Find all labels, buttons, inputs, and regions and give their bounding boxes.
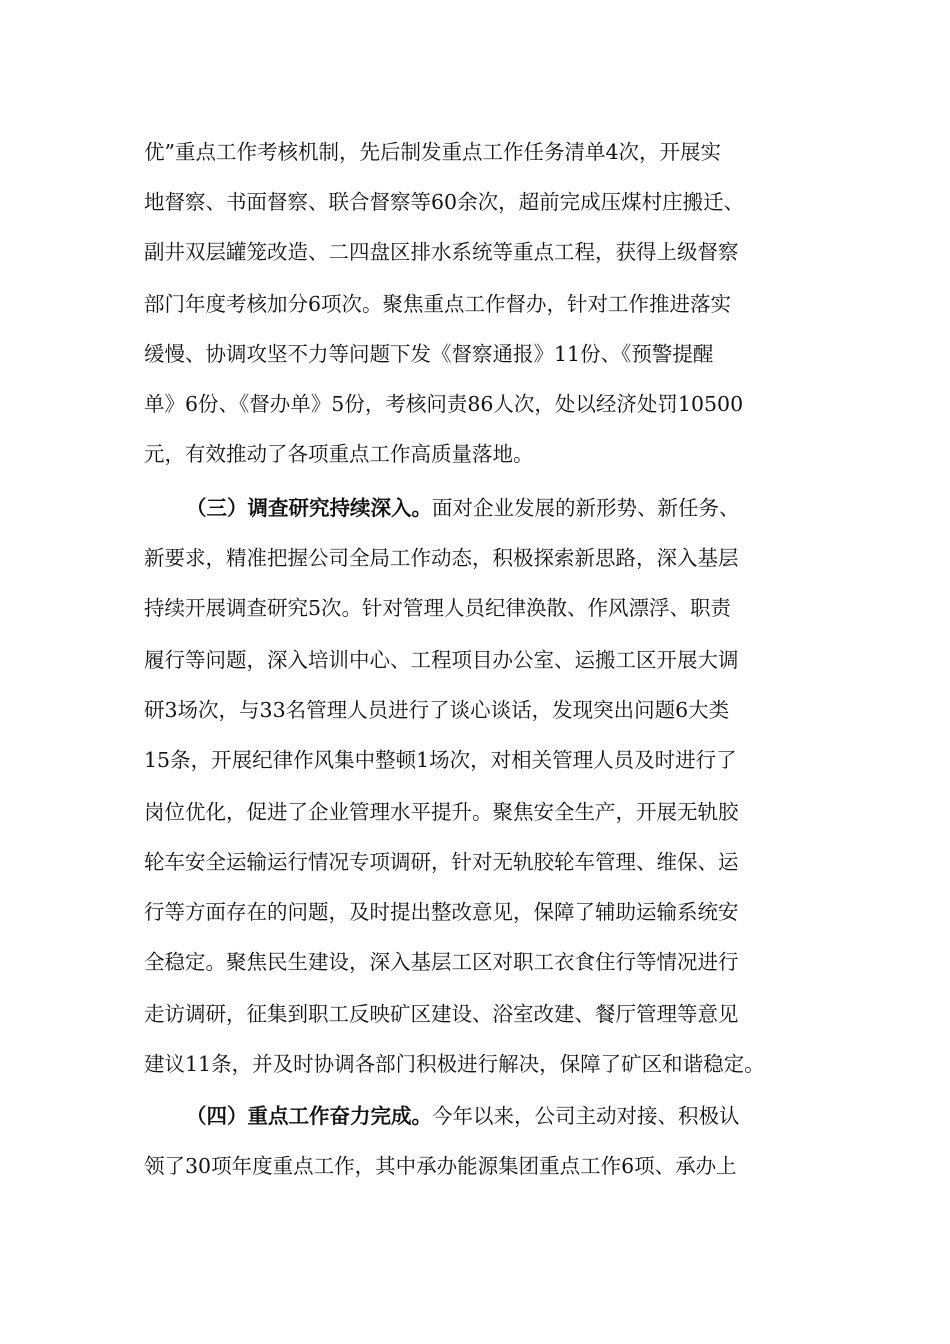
paragraph-line: 单》6份、《督办单》5份，考核问责86人次，处以经济处罚10500 xyxy=(144,392,744,416)
paragraph-line: 走访调研，征集到职工反映矿区建设、浴室改建、餐厅管理等意见 xyxy=(144,1002,739,1026)
paragraph-line: 持续开展调查研究5次。针对管理人员纪律涣散、作风漂浮、职责 xyxy=(144,596,732,620)
paragraph-line: 15条，开展纪律作风集中整顿1场次，对相关管理人员及时进行了 xyxy=(144,748,737,772)
paragraph-line: 地督察、书面督察、联合督察等60余次，超前完成压煤村庄搬迁、 xyxy=(144,190,745,214)
paragraph-line: 部门年度考核加分6项次。聚焦重点工作督办，针对工作推进落实 xyxy=(144,292,732,316)
section-4-first-line xyxy=(186,1102,806,1130)
paragraph-line: 岗位优化，促进了企业管理水平提升。聚焦安全生产，开展无轨胶 xyxy=(144,800,739,824)
paragraph-line: 副井双层罐笼改造、二四盘区排水系统等重点工程，获得上级督察 xyxy=(144,240,739,264)
paragraph-line: 轮车安全运输运行情况专项调研，针对无轨胶轮车管理、维保、运 xyxy=(144,850,739,874)
paragraph-line: 优”重点工作考核机制，先后制发重点工作任务清单4次，开展实 xyxy=(144,140,722,164)
section-3-heading: （三）调查研究持续深入。 xyxy=(186,496,432,520)
paragraph-line: 元，有效推动了各项重点工作高质量落地。 xyxy=(144,442,534,466)
paragraph-line: 缓慢、协调攻坚不力等问题下发《督察通报》11份、《预警提醒 xyxy=(144,342,714,366)
paragraph-line: 研3场次，与33名管理人员进行了谈心谈话，发现突出问题6大类 xyxy=(144,698,730,722)
section-3-first-line-text: 面对企业发展的新形势、新任务、 xyxy=(432,496,740,520)
section-4-first-line-text: 今年以来，公司主动对接、积极认 xyxy=(432,1104,740,1128)
paragraph-line: 行等方面存在的问题，及时提出整改意见，保障了辅助运输系统安 xyxy=(144,900,739,924)
paragraph-line: 履行等问题，深入培训中心、工程项目办公室、运搬工区开展大调 xyxy=(144,648,739,672)
paragraph-line: 建议11条，并及时协调各部门积极进行解决，保障了矿区和谐稳定。 xyxy=(144,1052,765,1076)
paragraph-line: 全稳定。聚焦民生建设，深入基层工区对职工衣食住行等情况进行 xyxy=(144,950,739,974)
paragraph-line: 领了30项年度重点工作，其中承办能源集团重点工作6项、承办上 xyxy=(144,1154,737,1178)
section-4-heading: （四）重点工作奋力完成。 xyxy=(186,1104,432,1128)
section-3-first-line xyxy=(186,494,806,522)
paragraph-line: 新要求，精准把握公司全局工作动态，积极探索新思路，深入基层 xyxy=(144,546,739,570)
